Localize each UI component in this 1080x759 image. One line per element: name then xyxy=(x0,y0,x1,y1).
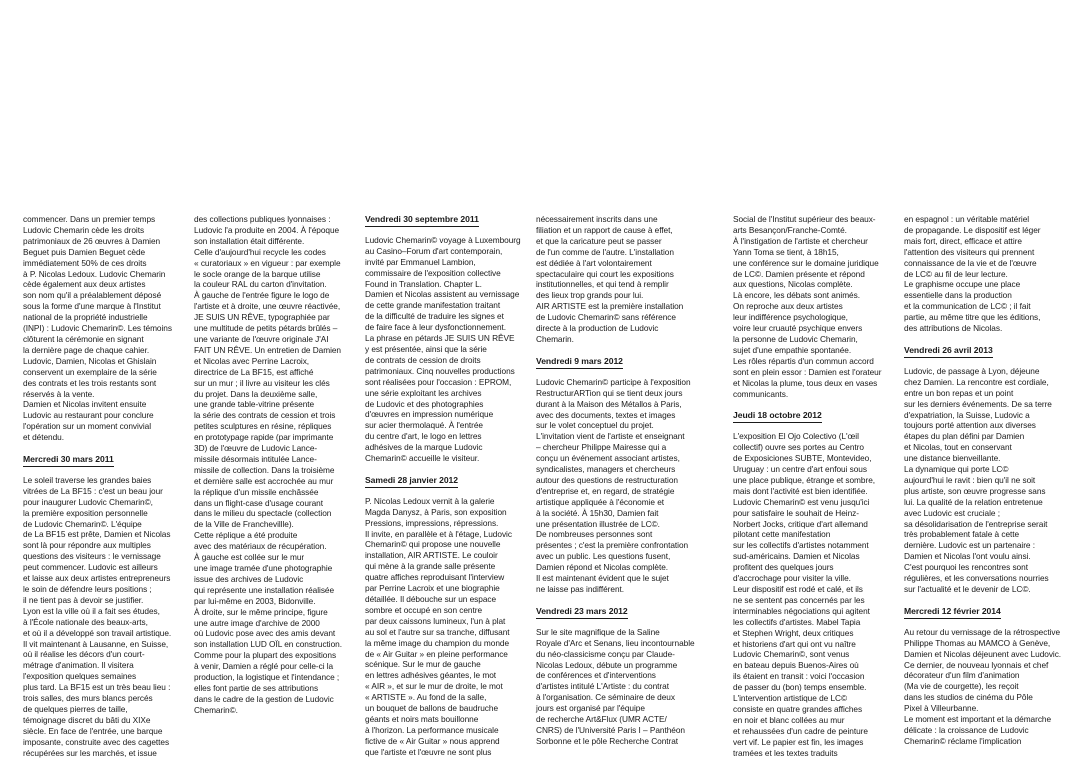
text-line: L'exposition El Ojo Colectivo (L'œil xyxy=(733,431,859,442)
text-line: La phrase en pétards JE SUIS UN RÊVE xyxy=(365,333,515,344)
date-heading: Vendredi 30 septembre 2011 xyxy=(365,214,479,227)
text-line: sur le volet conceptuel du projet. xyxy=(536,420,654,431)
text-line: par lui-même en 2003, Bidonville. xyxy=(194,595,316,606)
text-line: Leur dispositif est rodé et calé, et ils xyxy=(733,584,863,594)
date-heading: Vendredi 26 avril 2013 xyxy=(904,345,993,358)
text-line: son nom qu'il a préalablement déposé xyxy=(23,290,162,301)
text-line: quatre affiches reproduisant l'interview xyxy=(365,572,505,583)
text-line: étapes du plan défini par Damien xyxy=(904,431,1025,442)
text-line: Il est maintenant évident que le sujet xyxy=(536,573,669,584)
text-line: une autre image d'archive de 2000 xyxy=(194,617,320,628)
text-line: aujourd'hui le ravit : bien qu'il ne soit xyxy=(904,474,1036,485)
text-line: RestructurARTion qui se tient deux jours xyxy=(536,387,683,398)
text-line: réservés à la vente. xyxy=(23,388,95,399)
text-line: conçu un événement associant artistes, xyxy=(536,453,680,464)
text-line: de Ludovic et des photographies xyxy=(365,398,484,409)
text-line: un bouquet de ballons de baudruche xyxy=(365,703,499,714)
text-line: Il vit maintenant à Lausanne, en Suisse, xyxy=(23,638,169,649)
text-line: « AIR », et sur le mur de droite, le mot xyxy=(365,681,503,692)
text-line: conservent un exemplaire de la série xyxy=(23,366,157,377)
text-line: À droite, sur le même principe, figure xyxy=(194,606,328,617)
text-line: dans les studios de cinéma du Pôle xyxy=(904,692,1033,703)
text-line: l'attention des visiteurs qui prennent xyxy=(904,246,1035,257)
text-line: De nombreuses personnes sont xyxy=(536,529,653,540)
text-line: Ludovic Chemarin© participe à l'exposition xyxy=(536,376,691,387)
text-line: et rehaussées d'un cadre de peinture xyxy=(733,725,868,736)
text-line: délicate : la croissance de Ludovic xyxy=(904,724,1029,735)
text-line: et Nicolas la plume, tous deux en vases xyxy=(733,377,878,388)
paragraph xyxy=(733,431,901,758)
text-line: collectif) ouvre ses portes au Centro xyxy=(733,442,864,453)
paragraph xyxy=(536,627,704,747)
text-line: petites sculptures en résine, répliques xyxy=(194,421,332,432)
text-line: invité par Emmanuel Lambion, xyxy=(365,256,476,267)
date-heading: Mercredi 30 mars 2011 xyxy=(23,454,114,467)
text-line: en lettres adhésives géantes, le mot xyxy=(365,670,497,681)
text-line: pour inaugurer Ludovic Chemarin©, xyxy=(23,496,153,507)
text-line: siècle. En face de l'entrée, une barque xyxy=(23,725,163,736)
text-line: La dynamique qui porte LC© xyxy=(904,464,1009,475)
text-line: et dernière salle est accrochée au mur xyxy=(194,475,334,486)
text-line: spectaculaire qui court les expositions xyxy=(536,268,674,279)
text-line: À gauche est collée sur le mur xyxy=(194,552,305,563)
text-line: voire leur cruauté psychique envers xyxy=(733,323,863,334)
text-line: scénique. Sur le mur de gauche xyxy=(365,659,481,670)
text-line: cède également aux deux artistes xyxy=(23,279,146,290)
text-line: y est présentée, ainsi que la série xyxy=(365,343,487,354)
paragraph xyxy=(23,214,191,443)
text-line: sombre et occupé en son centre xyxy=(365,604,483,615)
text-line: Le soleil traverse les grandes baies xyxy=(23,474,152,485)
text-line: dans un flight-case d'usage courant xyxy=(194,497,323,508)
text-line: (Ma vie de courgette), les reçoit xyxy=(904,681,1019,692)
text-line: son installation était différente. xyxy=(194,235,305,246)
text-line: l'exposition quelques semaines xyxy=(23,671,137,682)
text-line: Ce dernier, de nouveau lyonnais et chef xyxy=(904,659,1049,670)
text-line: Il invite, en parallèle et à l'étage, Ludovic xyxy=(365,528,512,539)
text-line: installation, AIR ARTISTE. Le couloir xyxy=(365,550,498,561)
text-line: ne laisse pas indifférent. xyxy=(536,584,625,594)
text-line: il ne tient pas à devoir se justifier. xyxy=(23,594,144,605)
text-line: « ARTISTE ». Au fond de la salle, xyxy=(365,692,487,703)
text-line: Ludovic Chemarin© voyage à Luxembourg xyxy=(365,234,521,245)
text-line: leur indifférence psychologique, xyxy=(733,312,848,323)
text-line: de LC© au fil de leur lecture. xyxy=(904,268,1008,279)
text-line: de Ludovic Chemarin©. L'équipe xyxy=(23,518,142,529)
text-line: et Nicolas avec Perrine Lacroix, xyxy=(194,355,310,366)
text-line: sujet d'une empathie spontanée. xyxy=(733,344,852,355)
text-line: où Ludovic pose avec des amis devant xyxy=(194,628,336,639)
text-line: sur l'actualité et le devenir de LC©. xyxy=(904,584,1031,594)
text-line: L'intervention artistique de LC© xyxy=(733,693,848,704)
text-line: durant à la Maison des Métallos à Paris, xyxy=(536,398,682,409)
text-line: ne se sentent pas concernés par les xyxy=(733,594,865,605)
text-line: Pixel à Villeurbanne. xyxy=(904,703,979,714)
text-line: d'expatriation, la Suisse, Ludovic a xyxy=(904,409,1030,420)
text-line: Found in Translation. Chapter L. xyxy=(365,278,482,289)
text-line: Cette réplique a été produite xyxy=(194,530,298,541)
text-line: On reproche aux deux artistes xyxy=(733,301,843,312)
text-line: et laisse aux deux artistes entrepreneurs xyxy=(23,573,171,584)
text-line: à P. Nicolas Ledoux. Ludovic Chemarin xyxy=(23,268,166,279)
text-column-1 xyxy=(23,214,191,759)
text-line: la première exposition personnelle xyxy=(23,507,148,518)
text-line: avec un public. Les questions fusent, xyxy=(536,551,671,562)
text-line: Norbert Jocks, critique d'art allemand xyxy=(733,518,868,529)
text-line: C'est pourquoi les rencontres sont xyxy=(904,562,1028,573)
text-line: au Casino–Forum d'art contemporain, xyxy=(365,245,503,256)
text-line: sur acier thermolaqué. À l'entrée xyxy=(365,420,483,431)
date-heading: Samedi 28 janvier 2012 xyxy=(365,475,458,488)
text-line: Ludovic, de passage à Lyon, déjeune xyxy=(904,365,1040,376)
paragraph xyxy=(904,214,1072,334)
text-line: Comme pour la plupart des expositions xyxy=(194,650,337,661)
text-line: communicants. xyxy=(733,388,789,399)
text-line: toujours porté attention aux diverses xyxy=(904,420,1036,431)
text-line: est dédiée à l'art volontairement xyxy=(536,257,652,268)
text-line: partie, au même titre que les éditions, xyxy=(904,312,1041,323)
text-line: arts Besançon/Franche-Comté. xyxy=(733,224,847,235)
text-line: à l'organisation. Ce séminaire de deux xyxy=(536,692,675,703)
text-line: de passer du (bon) temps ensemble. xyxy=(733,682,867,693)
text-line: de Ludovic Chemarin© sans référence xyxy=(536,312,676,323)
text-line: Beguet puis Damien Beguet cède xyxy=(23,246,146,257)
text-line: une place publique, étrange et sombre, xyxy=(733,474,876,485)
text-line: missile de collection. Dans la troisième xyxy=(194,464,335,475)
text-line: CNRS) de l'Université Paris I – Panthéon xyxy=(536,724,685,735)
text-line: artistique appliquée à l'économie et xyxy=(536,496,665,507)
text-line: de faire face à leur dysfonctionnement. xyxy=(365,322,507,333)
text-line: Ludovic l'a produite en 2004. À l'époque xyxy=(194,224,340,235)
text-line: sont là pour répondre aux multiples xyxy=(23,540,151,551)
text-line: Damien et Nicolas déjeunent avec Ludovic. xyxy=(904,648,1062,659)
text-line: Chemarin. xyxy=(536,333,574,344)
text-line: mais fort, direct, efficace et attire xyxy=(904,235,1022,246)
text-line: profitent des quelques jours xyxy=(733,562,834,573)
text-line: de contrats de cession de droits xyxy=(365,354,481,365)
text-line: filiation et un rapport de cause à effet, xyxy=(536,224,673,235)
text-line: de La BF15 est prête, Damien et Nicolas xyxy=(23,529,171,540)
paragraph xyxy=(365,496,533,758)
text-line: immédiatement 50% de ces droits xyxy=(23,257,147,268)
text-line: qui représente une installation réalisée xyxy=(194,584,335,595)
text-line: son installation LUD OÏL en construction. xyxy=(194,639,342,650)
text-line: du projet. Dans la deuxième salle, xyxy=(194,388,318,399)
text-line: missile désormais intitulée Lance- xyxy=(194,453,317,464)
text-line: questions des visiteurs : le vernissage xyxy=(23,551,161,562)
text-line: de la Ville de Franchevillle). xyxy=(194,519,294,530)
text-line: Magda Danysz, à Paris, son exposition xyxy=(365,506,507,517)
text-line: avec Ludovic est cruciale ; xyxy=(904,507,1000,518)
text-line: du néo-classicisme conçu par Claude- xyxy=(536,648,675,659)
text-line: au sol et l'autre sur sa tranche, diffusant xyxy=(365,626,510,637)
text-line: Damien et Nicolas assistent au vernissage xyxy=(365,289,520,300)
text-line: de conférences et d'interventions xyxy=(536,670,656,681)
text-line: Chemarin© accueille le visiteur. xyxy=(365,453,480,464)
text-line: l'artiste et à droite, une œuvre réactivée, xyxy=(194,301,341,312)
text-line: une conférence sur le domaine juridique xyxy=(733,257,879,268)
text-line: qui mène à la grande salle présente xyxy=(365,561,496,572)
text-line: de LC©. Damien présente et répond xyxy=(733,268,865,279)
paragraph xyxy=(365,235,533,464)
text-line: décorateur d'un film d'animation xyxy=(904,670,1020,681)
text-line: JE SUIS UN RÊVE, typographiée par xyxy=(194,312,330,323)
text-line: – chercheur Philippe Mairesse qui a xyxy=(536,442,667,453)
text-line: et que la caricature peut se passer xyxy=(536,235,662,246)
text-line: les collectifs d'artistes. Mabel Tapia xyxy=(733,616,861,627)
text-line: consiste en quatre grandes affiches xyxy=(733,703,863,714)
paragraph xyxy=(904,627,1072,747)
text-line: la dernière page de chaque cahier. xyxy=(23,344,150,355)
text-line: et où il a développé son travail artistique. xyxy=(23,627,172,638)
text-line: le socle orange de la barque utilise xyxy=(194,268,321,279)
text-line: sont en plein essor : Damien est l'orateur xyxy=(733,366,882,377)
text-column-5 xyxy=(733,214,901,759)
text-line: Celle d'aujourd'hui recycle les codes xyxy=(194,246,326,257)
text-line: jours est organisé par l'équipe xyxy=(536,703,645,714)
text-line: nécessairement inscrits dans une xyxy=(536,214,658,224)
date-heading: Vendredi 23 mars 2012 xyxy=(536,606,628,619)
text-line: 3D) de l'œuvre de Ludovic Lance- xyxy=(194,443,318,454)
text-line: Damien et Nicolas invitent ensuite xyxy=(23,399,147,410)
text-line: Ludovic, Damien, Nicolas et Ghislain xyxy=(23,355,157,366)
text-line: de cette grande manifestation traitant xyxy=(365,300,501,311)
text-line: (INPI) : Ludovic Chemarin©. Les témoins xyxy=(23,323,172,334)
text-line: d'artistes intitulé L'Artiste : du contrat xyxy=(536,681,669,692)
paragraph xyxy=(904,366,1072,595)
paragraph xyxy=(23,475,191,759)
text-line: une distance bienveillante. xyxy=(904,453,1001,464)
text-line: sur les collectifs d'artistes notamment xyxy=(733,540,869,551)
text-line: syndicalistes, managers et chercheurs xyxy=(536,464,676,475)
text-line: en espagnol : un véritable matériel xyxy=(904,214,1030,224)
text-line: Chemarin© qui propose une nouvelle xyxy=(365,539,501,550)
text-line: sous la forme d'une marque à l'Institut xyxy=(23,301,161,312)
text-column-6 xyxy=(904,214,1072,747)
text-line: une série exploitant les archives xyxy=(365,387,482,398)
text-line: une présentation illustrée de LC©. xyxy=(536,518,660,529)
text-line: Chemarin© réclame l'implication xyxy=(904,735,1022,746)
date-heading: Jeudi 18 octobre 2012 xyxy=(733,410,822,423)
text-line: et détendu. xyxy=(23,432,64,443)
text-line: Yann Toma se tient, à 18h15, xyxy=(733,246,839,257)
text-line: de recherche Art&Flux (UMR ACTE/ xyxy=(536,714,667,725)
text-line: clôturent la cérémonie en signant xyxy=(23,333,144,344)
text-line: sur les derniers événements. De sa terre xyxy=(904,398,1052,409)
text-line: À gauche de l'entrée figure le logo de xyxy=(194,290,330,301)
text-line: Damien répond et Nicolas complète. xyxy=(536,562,669,573)
text-line: plus artiste, son œuvre progresse sans xyxy=(904,485,1046,496)
text-line: de « Air Guitar » en pleine performance xyxy=(365,648,508,659)
text-line: directe à la production de Ludovic xyxy=(536,323,659,334)
text-line: Sur le site magnifique de la Saline xyxy=(536,626,660,637)
text-line: trois salles, des murs blancs percés xyxy=(23,693,153,704)
text-line: sud-américains. Damien et Nicolas xyxy=(733,551,860,562)
text-line: elles font partie de ses attributions xyxy=(194,682,319,693)
paragraph xyxy=(194,214,362,716)
text-line: métrage d'animation. Il visitera xyxy=(23,660,134,671)
text-line: Nicolas Ledoux, débute un programme xyxy=(536,659,678,670)
text-line: Chemarin©. xyxy=(194,704,238,715)
text-line: peut commencer. Ludovic est ailleurs xyxy=(23,562,158,573)
text-line: que l'artiste et l'œuvre ne sont plus xyxy=(365,746,492,757)
text-line: issue des archives de Ludovic xyxy=(194,573,304,584)
text-line: le soin de défendre leurs positions ; xyxy=(23,584,152,594)
text-line: Philippe Thomas au MAMCO à Genève, xyxy=(904,637,1051,648)
text-line: des attributions de Nicolas. xyxy=(904,323,1003,334)
text-line: commissaire de l'exposition collective xyxy=(365,267,501,278)
text-line: témoignage discret du bâti du XIXe xyxy=(23,714,151,725)
date-heading: Vendredi 9 mars 2012 xyxy=(536,356,623,369)
text-line: connaissance de la vie et de l'œuvre xyxy=(904,257,1037,268)
text-line: fictive de « Air Guitar » nous apprend xyxy=(365,735,500,746)
text-line: lui. La qualité de la relation entretenue xyxy=(904,496,1043,507)
text-line: commencer. Dans un premier temps xyxy=(23,214,156,224)
text-line: Damien et Nicolas l'ont voulu ainsi. xyxy=(904,551,1031,562)
text-line: en noir et blanc collées au mur xyxy=(733,714,845,725)
text-line: adhésives de la marque Ludovic xyxy=(365,442,483,453)
text-line: Ludovic au restaurant pour conclure xyxy=(23,410,154,421)
text-column-2 xyxy=(194,214,362,716)
text-line: FAIT UN RÊVE. Un entretien de Damien xyxy=(194,344,341,355)
text-line: de Exposiciones SUBTE, Montevideo, xyxy=(733,453,872,464)
text-line: « curatoriaux » en vigueur : par exemple xyxy=(194,257,341,268)
text-line: présentes ; c'est la première confrontation xyxy=(536,540,689,551)
text-line: la personne de Ludovic Chemarin, xyxy=(733,333,858,344)
text-line: Ludovic Chemarin cède les droits xyxy=(23,224,145,235)
text-line: Royale d'Arc et Senans, lieu incontournable xyxy=(536,637,695,648)
text-line: de la difficulté de traduire les signes et xyxy=(365,311,504,322)
text-line: avec des documents, textes et images xyxy=(536,409,676,420)
text-line: Sorbonne et le pôle Recherche Contrat xyxy=(536,735,679,746)
text-line: de l'un comme de l'autre. L'installation xyxy=(536,246,674,257)
text-line: de propagande. Le dispositif est léger xyxy=(904,224,1041,235)
text-line: avec des matériaux de récupération. xyxy=(194,541,327,552)
text-line: la couleur RAL du carton d'invitation. xyxy=(194,279,327,290)
text-line: la série des contrats de cession et trois xyxy=(194,410,336,421)
text-line: où il réalise les décors d'un court- xyxy=(23,649,145,660)
text-line: une multitude de petits pétards brûlés – xyxy=(194,323,338,334)
text-line: national de la propriété industrielle xyxy=(23,312,148,323)
text-line: régulières, et les conversations nourries xyxy=(904,573,1049,584)
text-line: détaillée. Il débouche sur un espace xyxy=(365,594,497,604)
text-line: dans le cadre de la gestion de Ludovic xyxy=(194,693,334,704)
text-line: des lieux trop grands pour lui. xyxy=(536,290,644,301)
text-line: une image tramée d'une photographie xyxy=(194,563,333,573)
text-line: L'invitation vient de l'artiste et enseignant xyxy=(536,431,685,442)
text-line: Le graphisme occupe une place xyxy=(904,279,1021,290)
text-line: sont réalisées pour l'occasion : EPROM, xyxy=(365,376,512,387)
paragraph xyxy=(536,214,704,345)
text-line: dernière. Ludovic est un partenaire : xyxy=(904,540,1035,551)
text-line: patrimoniaux de 26 œuvres à Damien xyxy=(23,235,161,246)
paragraph xyxy=(733,214,901,399)
text-line: directrice de La BF15, est affiché xyxy=(194,366,314,377)
text-line: en prototypage rapide (par imprimante xyxy=(194,432,334,443)
text-line: à la société. À 15h30, Damien fait xyxy=(536,507,659,518)
text-line: la même image du champion du monde xyxy=(365,637,510,648)
text-line: plus tard. La BF15 est un très beau lieu : xyxy=(23,682,171,693)
text-line: à l'École nationale des beaux-arts, xyxy=(23,616,148,627)
text-line: par deux caissons lumineux, l'un à plat xyxy=(365,615,506,626)
date-heading: Mercredi 12 février 2014 xyxy=(904,606,1001,619)
text-line: et historiens d'art qui ont vu naître xyxy=(733,638,856,649)
text-line: production, la logistique et l'intendance ; xyxy=(194,672,340,683)
text-line: dans le milieu du spectacle (collection xyxy=(194,508,332,519)
text-line: imposante, construite avec des cagettes xyxy=(23,736,170,747)
text-line: Les rôles répartis d'un commun accord xyxy=(733,355,874,366)
text-line: mais dont l'activité est bien identifiée. xyxy=(733,485,868,496)
text-line: sa désolidarisation de l'entreprise serait xyxy=(904,518,1048,529)
text-line: P. Nicolas Ledoux vernit à la galerie xyxy=(365,495,495,506)
text-line: par Perrine Lacroix et une biographie xyxy=(365,583,500,594)
text-line: AIR ARTISTE est la première installation xyxy=(536,301,684,312)
text-line: essentielle dans la production xyxy=(904,290,1012,301)
text-line: et Nicolas, tout en conservant xyxy=(904,442,1012,453)
text-line: de quelques pierres de taille, xyxy=(23,703,128,714)
text-line: tramées et les textes traduits xyxy=(733,747,838,758)
text-line: en bateau depuis Buenos-Aires où xyxy=(733,660,859,671)
text-line: sur un mur ; il livre au visiteur les clés xyxy=(194,377,330,388)
text-column-3 xyxy=(365,214,533,758)
text-line: chez Damien. La rencontre est cordiale, xyxy=(904,376,1049,387)
text-line: des contrats et les trois restants sont xyxy=(23,377,157,388)
text-line: ils étaient en transit : voici l'occasion xyxy=(733,671,865,682)
text-line: interminables négociations qui agitent xyxy=(733,605,870,616)
text-line: très probablement fatale à cette xyxy=(904,529,1020,540)
text-line: d'œuvres en impression numérique xyxy=(365,409,494,420)
text-line: Pressions, impressions, répressions. xyxy=(365,517,499,528)
text-line: d'accrochage pour visiter la ville. xyxy=(733,573,851,584)
text-line: et Stephen Wright, deux critiques xyxy=(733,627,854,638)
text-line: la réplique d'un missile enchâssée xyxy=(194,486,319,497)
text-line: une grande table-vitrine présente xyxy=(194,399,315,410)
text-line: pilotant cette manifestation xyxy=(733,529,831,540)
text-line: Là encore, les débats sont animés. xyxy=(733,290,860,301)
text-line: d'entreprise et, en regard, de stratégie xyxy=(536,485,675,496)
text-line: du centre d'art, le logo en lettres xyxy=(365,431,482,442)
text-line: Lyon est la ville où il a fait ses études, xyxy=(23,605,160,616)
text-line: une variante de l'œuvre originale J'AI xyxy=(194,333,329,344)
text-line: Au retour du vernissage de la rétrospective xyxy=(904,626,1061,637)
text-line: entre un bon repas et un point xyxy=(904,387,1014,398)
text-line: À l'instigation de l'artiste et chercheur xyxy=(733,235,868,246)
text-line: l'opération sur un moment convivial xyxy=(23,421,152,432)
text-line: vitrées de La BF15 : c'est un beau jour xyxy=(23,485,163,496)
text-line: institutionnelles, et qui tend à remplir xyxy=(536,279,669,290)
text-line: géants et noirs mats bouillonne xyxy=(365,713,479,724)
text-column-4 xyxy=(536,214,704,747)
text-line: autour des questions de restructuration xyxy=(536,474,678,485)
text-line: Social de l'Institut supérieur des beaux- xyxy=(733,214,876,224)
text-line: et la communication de LC© ; il fait xyxy=(904,301,1031,312)
text-line: Ludovic Chemarin© est venu jusqu'ici xyxy=(733,496,870,507)
text-line: aux questions, Nicolas complète. xyxy=(733,279,853,290)
text-line: Le moment est important et la démarche xyxy=(904,714,1052,725)
text-line: à venir, Damien a réglé pour celle-ci la xyxy=(194,661,334,672)
text-line: Uruguay : un centre d'art enfoui sous xyxy=(733,464,867,475)
text-line: patrimoniaux. Cinq nouvelles productions xyxy=(365,365,515,376)
text-line: récupérées sur les marchés, et issue xyxy=(23,747,157,758)
text-line: à l'horizon. La performance musicale xyxy=(365,724,499,735)
text-line: vert vif. Le papier est fin, les images xyxy=(733,736,864,747)
text-line: Ludovic Chemarin©, sont venus xyxy=(733,649,850,660)
text-line: pour satisfaire le souhait de Heinz- xyxy=(733,507,859,518)
text-line: des collections publiques lyonnaises : xyxy=(194,214,331,224)
paragraph xyxy=(536,377,704,595)
